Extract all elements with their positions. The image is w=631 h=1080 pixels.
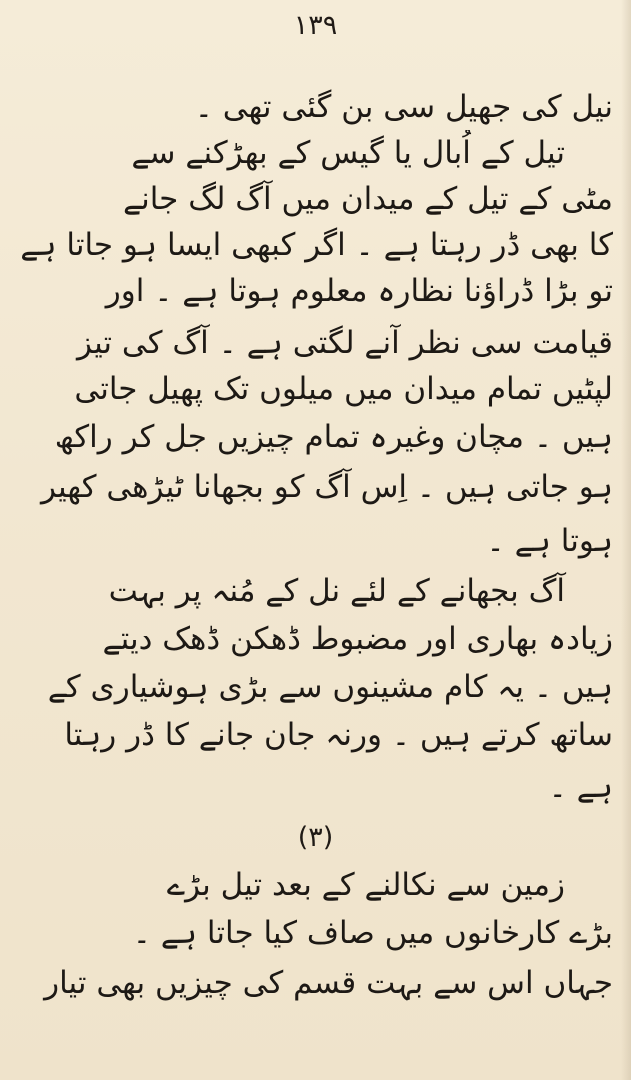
text-line-17: بڑے کارخانوں میں صاف کیا جاتا ہے ۔ <box>132 915 613 951</box>
text-line-1: نیل کی جھیل سی بن گئی تھی ۔ <box>194 89 613 125</box>
text-line-15: ہے ۔ <box>548 769 613 805</box>
text-line-10: ہوتا ہے ۔ <box>486 523 613 559</box>
text-line-8: ہیں ۔ مچان وغیرہ تمام چیزیں جل کر راکھ <box>54 419 613 455</box>
text-line-6: قیامت سی نظر آنے لگتی ہے ۔ آگ کی تیز <box>76 325 613 361</box>
section-heading: (۳) <box>297 822 334 853</box>
text-line-13: ہیں ۔ یہ کام مشینوں سے بڑی ہوشیاری کے <box>47 669 613 705</box>
page-edge-shadow <box>621 0 631 1080</box>
text-line-11: آگ بجھانے کے لئے نل کے مُنہ پر بہت <box>108 573 565 609</box>
text-line-9: ہو جاتی ہیں ۔ اِس آگ کو بجھانا ٹیڑھی کھیر <box>40 469 613 505</box>
text-line-16: زمین سے نکالنے کے بعد تیل بڑے <box>166 867 565 903</box>
page-number: ۱۳۹ <box>293 10 338 41</box>
text-line-5: تو بڑا ڈراؤنا نظارہ معلوم ہوتا ہے ۔ اور <box>105 273 613 309</box>
text-line-3: مٹی کے تیل کے میدان میں آگ لگ جانے <box>122 181 613 217</box>
text-line-18: جہاں اس سے بہت قسم کی چیزیں بھی تیار <box>44 965 613 1001</box>
text-line-14: ساتھ کرتے ہیں ۔ ورنہ جان جانے کا ڈر رہتا <box>64 717 613 753</box>
text-line-2: تیل کے اُبال یا گیس کے بھڑکنے سے <box>131 135 565 171</box>
text-line-12: زیادہ بھاری اور مضبوط ڈھکن ڈھک دیتے <box>102 621 613 657</box>
text-line-4: کا بھی ڈر رہتا ہے ۔ اگر کبھی ایسا ہو جاتا ہے <box>20 227 613 263</box>
text-line-7: لپٹیں تمام میدان میں میلوں تک پھیل جاتی <box>74 371 613 407</box>
